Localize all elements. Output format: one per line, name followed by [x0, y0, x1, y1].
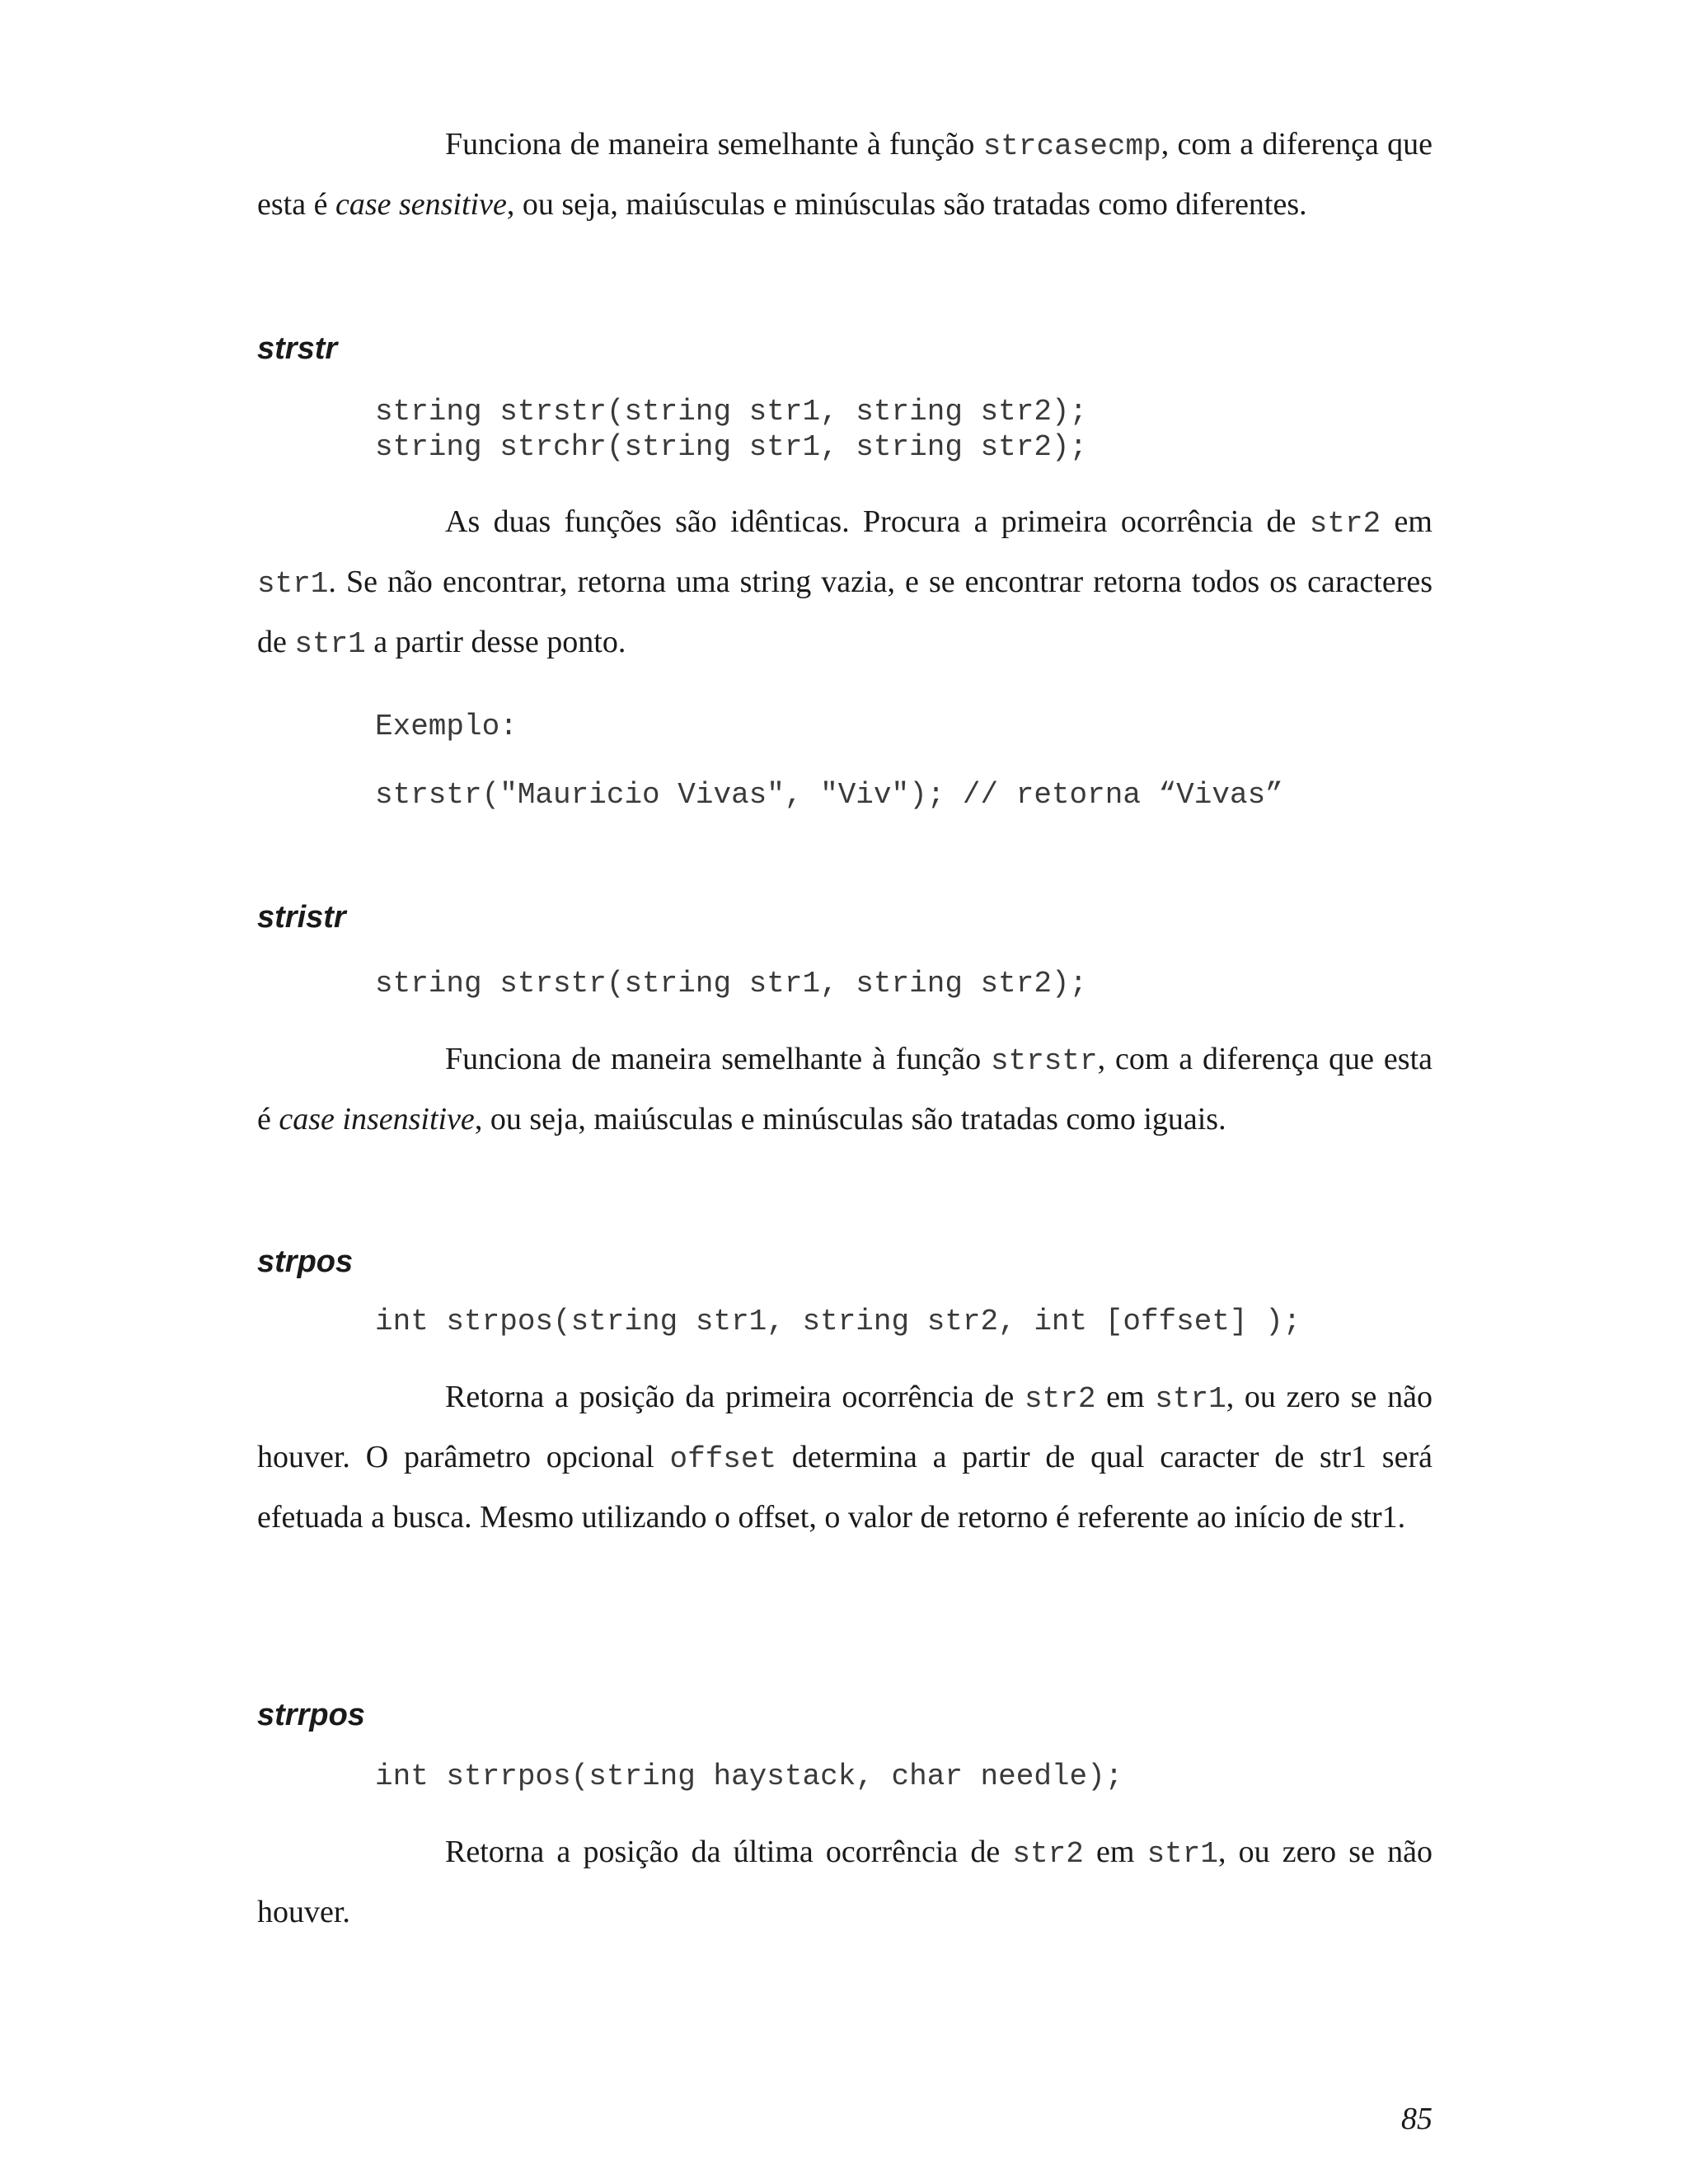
signature-strrpos: int strrpos(string haystack, char needle); — [375, 1760, 1123, 1793]
text: , com a diferença que esta é — [257, 1042, 1432, 1137]
strrpos-description — [257, 1823, 1432, 1942]
inline-code: str1 — [294, 627, 366, 661]
inline-code: str1 — [1146, 1837, 1218, 1871]
text: Funciona de maneira semelhante à função — [445, 127, 983, 162]
text: As duas funções são idênticas. Procura a primeira ocorrência de — [445, 504, 1310, 539]
text: , ou seja, maiúsculas e minúsculas são tratadas como iguais. — [474, 1102, 1226, 1137]
text: . Se não encontrar, retorna uma string vazia, e se encontrar retorna todos os caracteres de — [257, 565, 1432, 659]
strstr-description — [257, 493, 1432, 673]
text: , com a diferença que esta é — [257, 127, 1432, 222]
section-heading-stristr: stristr — [257, 900, 346, 935]
inline-code: strstr — [991, 1044, 1098, 1078]
section-heading-strstr: strstr — [257, 331, 338, 366]
text: , ou zero se não houver. O parâmetro opcional — [257, 1380, 1432, 1474]
inline-code: str2 — [1309, 507, 1381, 541]
text: Retorna a posição da última ocorrência de — [445, 1835, 1013, 1869]
inline-code: str1 — [1155, 1382, 1226, 1416]
text: em — [1381, 504, 1432, 539]
section-heading-strpos: strpos — [257, 1244, 354, 1279]
text: , ou zero se não houver. — [257, 1835, 1432, 1929]
section-heading-strrpos: strrpos — [257, 1698, 365, 1732]
signature-strpos: int strpos(string str1, string str2, int [offset] ); — [375, 1305, 1301, 1338]
inline-code: offset — [669, 1442, 777, 1476]
text: em — [1095, 1380, 1156, 1414]
inline-code: str1 — [257, 567, 329, 601]
emphasis: case sensitive — [335, 187, 507, 222]
signature-strstr: string strstr(string str1, string str2); — [375, 395, 1088, 429]
example-label: Exemplo: — [375, 710, 518, 743]
inline-code: str2 — [1025, 1382, 1096, 1416]
text: determina a partir de qual caracter de str1 será efetuada a busca. Mesmo utilizando o offset, o valor de retorno é referente ao início de str1. — [257, 1440, 1432, 1535]
example-code: strstr("Mauricio Vivas", "Viv"); // retorna “Vivas” — [375, 778, 1283, 812]
text: Funciona de maneira semelhante à função — [445, 1042, 991, 1076]
inline-code: str2 — [1012, 1837, 1084, 1871]
signature-stristr: string strstr(string str1, string str2); — [375, 967, 1088, 1001]
emphasis: case insensitive — [279, 1102, 475, 1137]
inline-code: strcasecmp — [982, 129, 1161, 163]
text: , ou seja, maiúsculas e minúsculas são tratadas como diferentes. — [506, 187, 1307, 222]
text: a partir desse ponto. — [365, 625, 626, 659]
text: Retorna a posição da primeira ocorrência de — [445, 1380, 1025, 1414]
text: em — [1083, 1835, 1147, 1869]
stristr-description — [257, 1030, 1432, 1149]
page-number: 85 — [1401, 2102, 1432, 2136]
intro-paragraph — [257, 115, 1432, 234]
signature-strchr: string strchr(string str1, string str2); — [375, 430, 1088, 464]
strpos-description — [257, 1368, 1432, 1547]
